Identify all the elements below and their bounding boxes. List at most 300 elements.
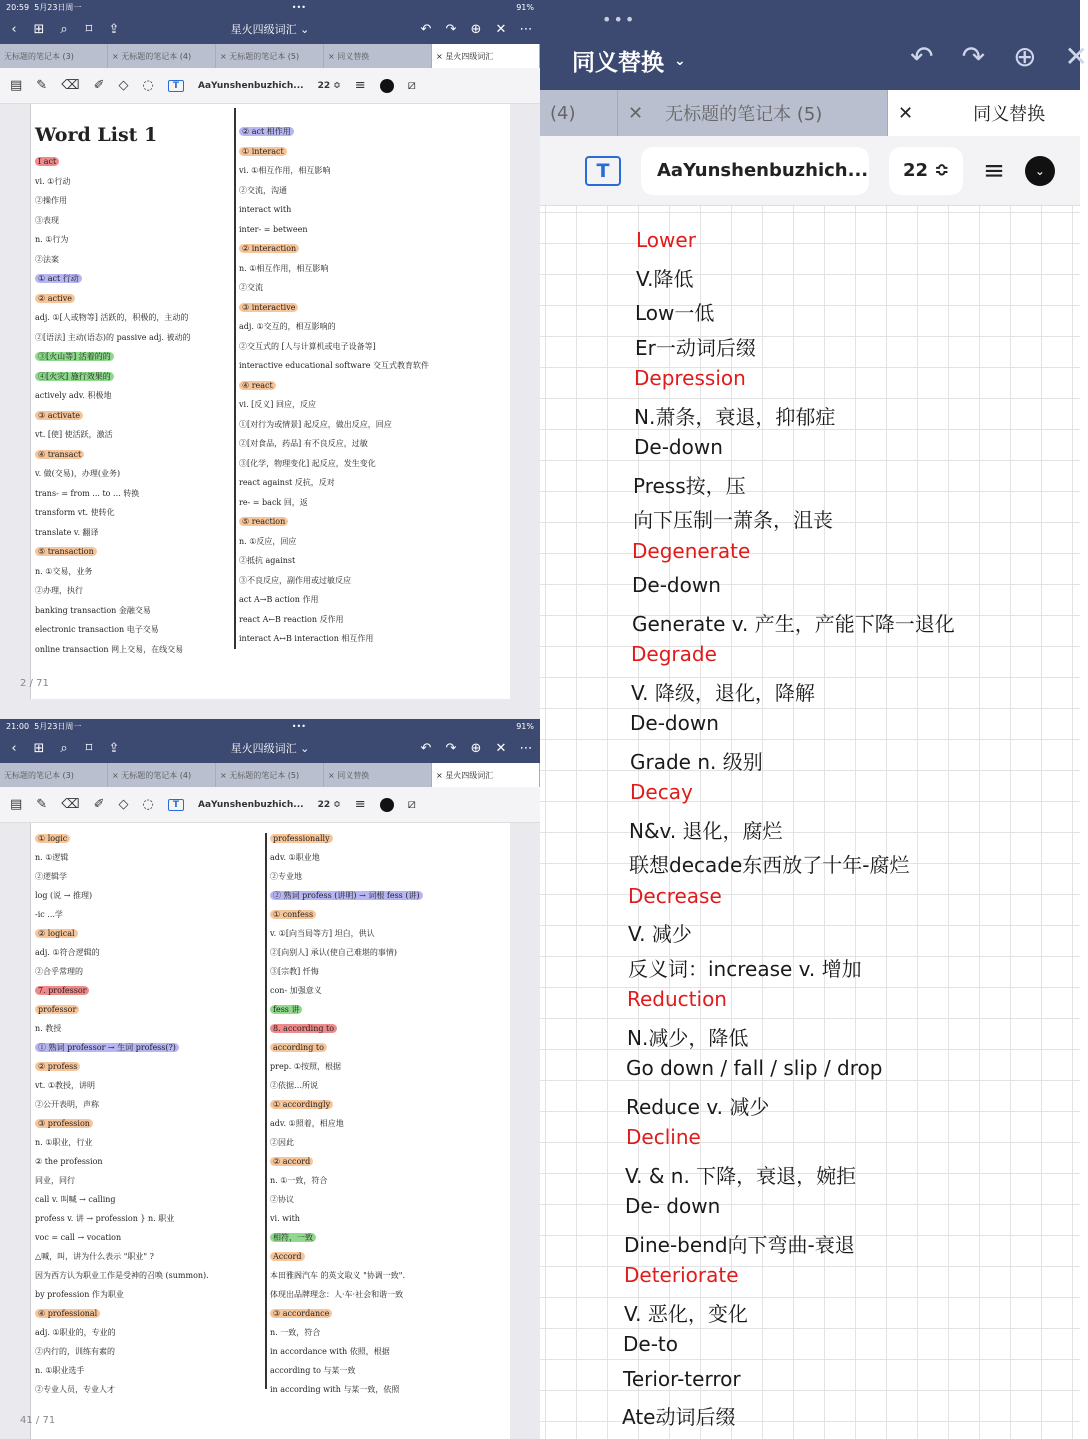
note-line — [270, 1380, 510, 1399]
note-line — [35, 829, 261, 848]
page-indicator: 2 / 71 — [20, 678, 49, 689]
right-column — [270, 829, 510, 1399]
close-icon[interactable]: ✕ — [495, 740, 507, 756]
battery-level: 91% — [516, 2, 534, 12]
page-indicator: 41 / 71 — [20, 1415, 56, 1426]
note-text: n. 教授 — [35, 1024, 62, 1033]
status-date: 5月23日周一 — [34, 721, 82, 731]
vocab-headword: Degenerate — [632, 538, 751, 563]
zoomed-screenshot — [540, 0, 1088, 1439]
color-picker[interactable]: ⌄ — [1025, 156, 1055, 186]
tool-bar — [0, 68, 540, 104]
tab-bar — [540, 90, 1080, 136]
note-line — [35, 464, 231, 484]
highlighted-term: ② active — [35, 294, 75, 303]
note-text: v. 做(交易)，办理(业务) — [35, 469, 121, 478]
notebook-title[interactable]: 星火四级词汇 ⌄ — [230, 742, 310, 755]
vocab-note: Reduce v. 减少 — [626, 1094, 770, 1119]
top-handle: ••• — [291, 2, 306, 12]
tab-synonyms[interactable] — [888, 90, 1080, 136]
note-text: ②交互式的 [人与计算机或电子设备等] — [239, 341, 376, 351]
undo-icon[interactable]: ↶ — [420, 21, 432, 37]
chevron-down-icon: ⌄ — [674, 52, 686, 69]
note-line — [239, 454, 505, 474]
highlighted-term: ④ transact — [35, 450, 84, 459]
top-screenshot — [0, 0, 540, 719]
redo-icon[interactable]: ↷ — [961, 40, 986, 73]
highlighted-term: ② interaction — [239, 244, 299, 253]
note-page — [30, 104, 510, 699]
note-text: n. ①职业选手 — [35, 1366, 85, 1375]
nav-icons — [910, 40, 1088, 73]
vocab-note: Ate动词后缀 — [622, 1405, 736, 1429]
note-line — [270, 1076, 510, 1095]
highlighted-term: ⑤ transaction — [35, 547, 97, 556]
highlighted-term: Ⅰ act — [35, 157, 59, 166]
bookmark-icon[interactable]: ⌑ — [85, 740, 93, 756]
note-text: voc = call → vocation — [35, 1233, 122, 1242]
status-time: 20:59 — [6, 2, 30, 12]
note-text: trans- = from ... to ... 转换 — [35, 488, 140, 498]
image-icon[interactable]: ⧄ — [407, 78, 416, 93]
note-line — [239, 376, 505, 396]
vocab-note: Er一动词后缀 — [635, 335, 756, 360]
bottom-screenshot — [0, 719, 540, 1439]
redo-icon[interactable]: ↷ — [445, 740, 457, 756]
note-line — [35, 386, 231, 406]
note-text: according to 与某一致 — [270, 1366, 356, 1375]
note-line — [270, 1095, 510, 1114]
grid-paper — [540, 206, 1080, 1439]
note-text: interact with — [239, 205, 292, 214]
note-text: online transaction 网上交易，在线交易 — [35, 644, 184, 654]
highlighter-icon[interactable]: ✐ — [93, 78, 105, 93]
right-column — [239, 122, 505, 649]
note-text: ①[对行为或情景] 起反应，做出反应，回应 — [239, 419, 392, 429]
note-line — [270, 1247, 510, 1266]
redo-icon[interactable]: ↷ — [445, 21, 457, 37]
vocab-note: 向下压制一萧条，沮丧 — [633, 508, 833, 532]
search-icon[interactable]: ⌕ — [60, 21, 68, 37]
tab-notebook-4[interactable]: × 无标题的笔记本 (4) — [108, 44, 216, 68]
note-line — [35, 152, 231, 172]
note-line — [35, 848, 261, 867]
vocab-headword: Depression — [634, 366, 746, 390]
note-line — [239, 259, 505, 279]
note-line — [35, 289, 231, 309]
note-text: prep. ①按照，根据 — [270, 1062, 342, 1071]
note-line — [35, 1285, 261, 1304]
note-text: translate v. 翻译 — [35, 527, 99, 537]
top-handle: ••• — [291, 721, 306, 731]
note-text: adj. ①符合逻辑的 — [35, 948, 100, 957]
vocab-note: V. 降级，退化，降解 — [631, 680, 815, 705]
highlighted-term: 相符，一致 — [270, 1233, 316, 1242]
note-text: in according with 与某一致，依照 — [270, 1385, 400, 1394]
align-icon[interactable]: ≡ — [354, 797, 366, 812]
vocab-note: Press按，压 — [633, 473, 746, 498]
note-text: ②内行的，训练有素的 — [35, 1347, 115, 1356]
highlighted-term: Accord — [270, 1252, 305, 1261]
note-line — [270, 886, 510, 905]
stepper-icon: ≎ — [934, 160, 950, 181]
vocab-note: 反义词：increase v. 增加 — [628, 956, 862, 981]
note-line — [270, 1266, 510, 1285]
note-text: n. ①行为 — [35, 235, 69, 244]
vocab-headword: Decline — [626, 1125, 701, 1149]
eraser-icon[interactable]: ⌫ — [61, 78, 80, 93]
note-text: adv. ①照着，相应地 — [270, 1119, 344, 1128]
note-line — [239, 356, 505, 376]
grid-icon[interactable]: ⊞ — [33, 740, 45, 756]
vocab-note: V. & n. 下降，衰退，婉拒 — [625, 1163, 857, 1188]
sidebar-icon[interactable]: ▤ — [10, 78, 23, 93]
tab-synonyms[interactable]: × 同义替换 — [324, 763, 432, 787]
tab-bar — [0, 44, 540, 68]
note-text: con- 加强意义 — [270, 986, 322, 995]
vocab-note: V. 减少 — [628, 922, 692, 946]
note-text: ②专业人员，专业人才 — [35, 1385, 115, 1394]
vocab-headword: Decay — [630, 780, 693, 804]
highlighted-term: ③ activate — [35, 411, 83, 420]
note-line — [270, 1209, 510, 1228]
left-notes — [35, 152, 231, 659]
add-page-icon[interactable]: ⊕ — [1013, 40, 1037, 73]
text-tool-icon[interactable]: T — [168, 799, 184, 811]
note-line — [35, 484, 231, 504]
note-line — [270, 1190, 510, 1209]
note-text: 体现出品牌理念：人·车·社会和谐一致 — [270, 1290, 404, 1299]
note-line — [270, 1171, 510, 1190]
vocab-note: De-down — [632, 573, 721, 597]
battery-level: 91% — [516, 721, 534, 731]
vocab-note: 联想decade东西放了十年-腐烂 — [629, 853, 910, 877]
note-line — [270, 1228, 510, 1247]
note-text: profess v. 讲 → profession } n. 职业 — [35, 1214, 175, 1223]
vocab-note: De-to — [623, 1332, 678, 1356]
share-icon[interactable]: ⇪ — [108, 21, 120, 37]
note-line — [35, 620, 231, 640]
sidebar-icon[interactable]: ▤ — [10, 797, 23, 812]
note-text: vi. [反义] 回应，反应 — [239, 400, 316, 409]
bookmark-icon[interactable]: ⌑ — [85, 21, 93, 37]
note-line — [35, 230, 231, 250]
note-line — [270, 962, 510, 981]
note-line — [270, 1114, 510, 1133]
tab-synonyms[interactable]: × 同义替换 — [324, 44, 432, 68]
note-text: ③[宗教] 忏悔 — [270, 967, 319, 976]
note-text: 同业，同行 — [35, 1176, 75, 1185]
note-text: adj. ①[人或物等] 活跃的，积极的，主动的 — [35, 313, 189, 322]
note-text: ②[语法] 主动(语态)的 passive adj. 被动的 — [35, 332, 191, 342]
note-line — [270, 981, 510, 1000]
search-icon[interactable]: ⌕ — [60, 740, 68, 756]
highlighted-term: ② profess — [35, 1062, 80, 1071]
highlighted-term: according to — [270, 1043, 327, 1052]
note-line — [239, 298, 505, 318]
note-text: -ic ...学 — [35, 910, 63, 919]
note-line — [35, 542, 231, 562]
add-page-icon[interactable]: ⊕ — [470, 21, 482, 37]
font-selector[interactable]: AaYunshenbuzhich... — [197, 80, 304, 91]
share-icon[interactable]: ⇪ — [108, 740, 120, 756]
note-line — [35, 1323, 261, 1342]
highlighted-term: ① logic — [35, 834, 70, 843]
note-text: interact A↔B interaction 相互作用 — [239, 634, 374, 643]
note-line — [35, 308, 231, 328]
note-line — [35, 367, 231, 387]
status-bar — [0, 719, 540, 733]
font-selector[interactable]: AaYunshenbuzhich... — [641, 147, 869, 195]
highlighted-term: professionally — [270, 834, 333, 843]
note-line — [239, 571, 505, 591]
note-line — [270, 1152, 510, 1171]
grid-icon[interactable]: ⊞ — [33, 21, 45, 37]
eraser-icon[interactable]: ⌫ — [61, 797, 80, 812]
close-icon[interactable]: ✕ — [1064, 40, 1088, 73]
note-text: n. ①一致，符合 — [270, 1176, 328, 1185]
note-line — [35, 1171, 261, 1190]
note-line — [239, 122, 505, 142]
note-line — [239, 532, 505, 552]
note-line — [270, 1000, 510, 1019]
more-icon[interactable]: ⋯ — [519, 740, 533, 756]
note-line — [35, 250, 231, 270]
tab-close-icon[interactable]: ✕ — [898, 102, 914, 124]
text-tool-icon[interactable]: T — [585, 156, 621, 186]
note-line — [35, 1133, 261, 1152]
highlighted-term: 8. according to — [270, 1024, 337, 1033]
notebook-title-text: 同义替换 — [572, 50, 664, 76]
highlighted-term: professor — [35, 1005, 79, 1014]
note-line — [239, 493, 505, 513]
tool-bar — [0, 787, 540, 823]
notebook-title[interactable] — [572, 44, 686, 77]
title-bar — [540, 0, 1088, 90]
note-line — [239, 317, 505, 337]
vocab-note: Go down / fall / slip / drop — [626, 1056, 883, 1080]
note-line — [35, 962, 261, 981]
highlighted-term: ③ profession — [35, 1119, 93, 1128]
note-line — [35, 445, 231, 465]
text-tool-icon[interactable]: T — [168, 80, 184, 92]
back-icon[interactable]: ‹ — [11, 740, 17, 756]
note-text: ②因此 — [270, 1138, 294, 1147]
align-icon[interactable]: ≡ — [354, 78, 366, 93]
note-text: ②操作用 — [35, 196, 67, 205]
note-line — [35, 943, 261, 962]
note-line — [35, 981, 261, 1000]
note-line — [270, 1133, 510, 1152]
tab-notebook-5[interactable]: × 无标题的笔记本 (5) — [216, 44, 324, 68]
note-line — [35, 1266, 261, 1285]
note-line — [270, 848, 510, 867]
title-bar — [0, 14, 540, 44]
note-line — [35, 328, 231, 348]
close-icon[interactable]: ✕ — [495, 21, 507, 37]
notebook-title[interactable]: 星火四级词汇 ⌄ — [230, 23, 310, 36]
note-line — [239, 395, 505, 415]
tab-notebook-4[interactable]: (4) — [540, 90, 618, 136]
align-icon[interactable]: ≡ — [983, 155, 1005, 186]
note-text: re- = back 回，返 — [239, 497, 308, 507]
title-bar — [0, 733, 540, 763]
note-text: act A→B action 作用 — [239, 595, 319, 604]
note-text: ② the profession — [35, 1157, 103, 1166]
add-page-icon[interactable]: ⊕ — [470, 740, 482, 756]
note-text: n. ①职业，行业 — [35, 1138, 93, 1147]
vocab-note: N&v. 退化，腐烂 — [629, 818, 783, 843]
note-line — [35, 1342, 261, 1361]
note-text: inter- = between — [239, 224, 308, 234]
note-line — [35, 601, 231, 621]
shapes-icon[interactable]: ◇ — [118, 797, 129, 812]
note-text: ②法案 — [35, 254, 59, 264]
vocab-note: Generate v. 产生，产能下降一退化 — [632, 611, 955, 636]
highlighter-icon[interactable]: ✐ — [93, 797, 105, 812]
note-line — [239, 278, 505, 298]
vocab-note: V.降低 — [636, 266, 694, 291]
tab-notebook-4[interactable]: × 无标题的笔记本 (4) — [108, 763, 216, 787]
highlighted-term: 7. professor — [35, 986, 89, 995]
tab-notebook-5[interactable]: × 无标题的笔记本 (5) — [216, 763, 324, 787]
note-text: react against 反抗，反对 — [239, 478, 335, 487]
vocab-note: De- down — [625, 1194, 721, 1218]
note-line — [239, 220, 505, 240]
note-text: log (说 → 推理) — [35, 891, 93, 900]
note-text: 因为西方认为职业工作是受神的召唤 (summon). — [35, 1271, 209, 1280]
highlighted-term: ① confess — [270, 910, 316, 919]
note-line — [270, 1361, 510, 1380]
note-text: ③表现 — [35, 215, 59, 225]
lasso-icon[interactable]: ◌ — [142, 797, 154, 812]
note-text — [540, 206, 1080, 1439]
status-time: 21:00 — [6, 721, 30, 731]
note-text: ③[化学，物理变化] 起反应，发生变化 — [239, 458, 376, 468]
color-picker[interactable] — [380, 798, 394, 812]
note-text: ②交流，沟通 — [239, 185, 287, 195]
note-text: ②合乎常理的 — [35, 967, 83, 976]
note-text: in accordance with 依照，根据 — [270, 1347, 390, 1356]
note-text: ②依据…所说 — [270, 1081, 318, 1090]
note-text: ②办理，执行 — [35, 586, 83, 595]
highlighted-term: ④ professional — [35, 1309, 100, 1318]
note-text: electronic transaction 电子交易 — [35, 625, 159, 634]
note-line — [35, 581, 231, 601]
note-text: vi. ①相互作用，相互影响 — [239, 166, 331, 175]
pen-icon[interactable]: ✎ — [36, 78, 48, 93]
vocab-headword: Degrade — [631, 642, 717, 666]
note-line — [35, 867, 261, 886]
highlighted-term: ⑤ reaction — [239, 517, 288, 526]
note-line — [270, 1342, 510, 1361]
note-line — [35, 924, 261, 943]
lasso-icon[interactable]: ◌ — [142, 78, 154, 93]
note-line — [239, 551, 505, 571]
note-line — [239, 239, 505, 259]
note-line — [35, 1019, 261, 1038]
tab-notebook-3[interactable]: 无标题的笔记本 (3) — [0, 44, 108, 68]
pen-icon[interactable]: ✎ — [36, 797, 48, 812]
note-text: ②抵抗 against — [239, 556, 296, 565]
note-line — [35, 1114, 261, 1133]
image-icon[interactable]: ⧄ — [407, 797, 416, 812]
note-text: vi. with — [270, 1214, 300, 1223]
note-text: interactive educational software 交互式教育软件 — [239, 361, 429, 370]
color-picker[interactable] — [380, 79, 394, 93]
undo-icon[interactable]: ↶ — [420, 740, 432, 756]
tool-bar — [540, 136, 1080, 206]
font-size-selector[interactable] — [889, 147, 963, 195]
font-size-selector[interactable]: 22 ≎ — [317, 80, 341, 91]
highlighted-term: ① act 行动 — [35, 274, 82, 283]
note-text: actively adv. 积极地 — [35, 391, 112, 400]
undo-icon[interactable]: ↶ — [910, 40, 934, 73]
note-text: transform vt. 使转化 — [35, 508, 115, 517]
tab-label: 无标题的笔记本 (5) — [665, 104, 823, 125]
note-text: vi. ①行动 — [35, 176, 71, 186]
note-text: n. ①交易，业务 — [35, 566, 93, 576]
note-text: n. ①反应，回应 — [239, 536, 297, 546]
tab-notebook-5[interactable] — [618, 90, 888, 136]
back-icon[interactable]: ‹ — [11, 21, 17, 37]
note-text: vt. ①教授，讲明 — [35, 1081, 95, 1090]
font-size-selector[interactable]: 22 ≎ — [317, 799, 341, 810]
note-line — [35, 1247, 261, 1266]
note-line — [35, 523, 231, 543]
note-text: ②逻辑学 — [35, 872, 67, 881]
font-selector[interactable]: AaYunshenbuzhich... — [197, 799, 304, 810]
status-date: 5月23日周一 — [34, 2, 82, 12]
note-text: call v. 叫喊 → calling — [35, 1195, 116, 1204]
note-text: ②交流 — [239, 283, 263, 292]
tab-notebook-3[interactable]: 无标题的笔记本 (3) — [0, 763, 108, 787]
vocab-headword: Lower — [636, 228, 696, 252]
more-icon[interactable]: ⋯ — [519, 21, 533, 37]
note-text: by profession 作为职业 — [35, 1290, 124, 1299]
note-line — [270, 829, 510, 848]
left-column — [35, 122, 231, 659]
vocab-note: Low一低 — [635, 301, 715, 325]
note-line — [35, 503, 231, 523]
note-text: react A←B reaction 反作用 — [239, 614, 344, 624]
note-line — [35, 905, 261, 924]
vocab-headword: Reduction — [627, 987, 727, 1011]
note-line — [35, 1038, 261, 1057]
tab-close-icon[interactable]: ✕ — [628, 102, 644, 124]
note-line — [239, 161, 505, 181]
vocab-headword: Deteriorate — [624, 1263, 739, 1287]
note-line — [35, 1380, 261, 1399]
highlighted-term: ② 熟词 profess (讲明) → 词根 fess (讲) — [270, 891, 423, 900]
note-text: ③不良反应，副作用或过敏反应 — [239, 575, 351, 585]
vocab-note: Grade n. 级别 — [630, 749, 763, 774]
vocab-note: Dine-bend向下弯曲-衰退 — [624, 1232, 855, 1257]
note-line — [35, 1190, 261, 1209]
highlighted-term: ③ accordance — [270, 1309, 332, 1318]
highlighted-term: ④[火灾] 施行效果的 — [35, 372, 114, 381]
tab-label: 同义替换 — [973, 104, 1046, 125]
note-line — [35, 1057, 261, 1076]
tab-vocab[interactable]: × 星火四级词汇 — [432, 763, 540, 787]
note-line — [270, 924, 510, 943]
note-line — [35, 1152, 261, 1171]
note-line — [35, 640, 231, 660]
highlighted-term: ② act 相作用 — [239, 127, 294, 136]
shapes-icon[interactable]: ◇ — [118, 78, 129, 93]
tab-vocab[interactable]: × 星火四级词汇 — [432, 44, 540, 68]
tab-bar — [0, 763, 540, 787]
